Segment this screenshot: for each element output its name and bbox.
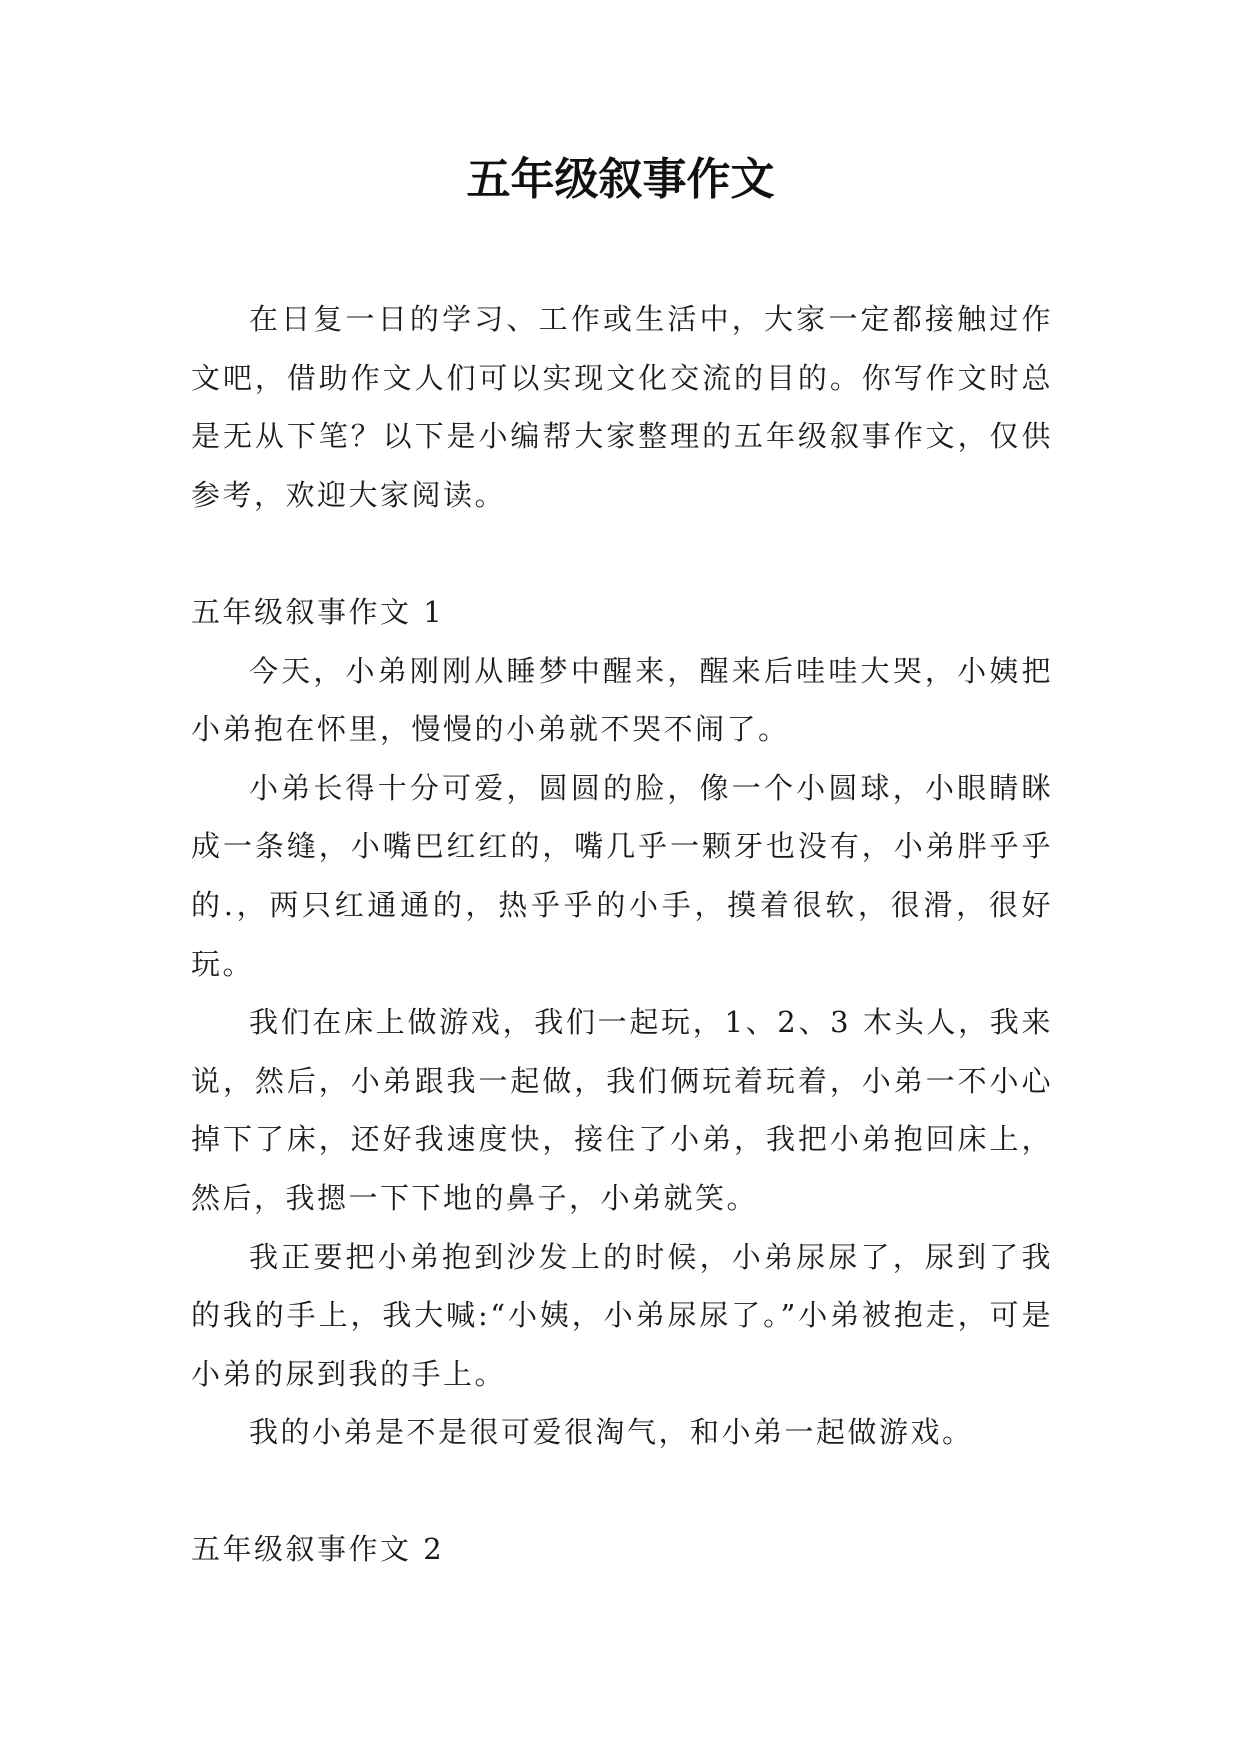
essay-2-heading: 五年级叙事作文 2 [191,1532,445,1567]
intro-paragraph: 在日复一日的学习、工作或生活中，大家一定都接触过作文吧，借助作文人们可以实现文化交流的目的。你写作文时总是无从下笔？以下是小编帮大家整理的五年级叙事作文，仅供参考，欢迎大家阅读。 [191,302,1053,512]
essay-1-heading: 五年级叙事作文 1 [191,594,445,629]
essay-1-paragraph-5: 我的小弟是不是很可爱很淘气，和小弟一起做游戏。 [249,1415,974,1450]
section-spacer [191,524,1053,583]
essay-1-paragraph-4: 我正要把小弟抱到沙发上的时候，小弟尿尿了，尿到了我的我的手上，我大喊:“小姨，小弟尿尿了。”小弟被抱走，可是小弟的尿到我的手上。 [191,1239,1053,1391]
essay-1-paragraph-3: 我们在床上做游戏，我们一起玩，1、2、3 木头人，我来说，然后，小弟跟我一起做，我们俩玩着玩着，小弟一不小心掉下了床，还好我速度快，接住了小弟，我把小弟抱回床上，然后，我摁一下下地的鼻子，小弟就笑。 [191,1005,1053,1215]
section-spacer [191,1462,1053,1521]
essay-1-paragraph-1: 今天，小弟刚刚从睡梦中醒来，醒来后哇哇大哭，小姨把小弟抱在怀里，慢慢的小弟就不哭不闹了。 [191,653,1053,747]
document-body [191,290,1053,1579]
document-title: 五年级叙事作文 [466,154,775,205]
essay-1-paragraph-2: 小弟长得十分可爱，圆圆的脸，像一个小圆球，小眼睛眯成一条缝，小嘴巴红红的，嘴几乎一颗牙也没有，小弟胖乎乎的.，两只红通通的，热乎乎的小手，摸着很软，很滑，很好玩。 [191,770,1053,981]
